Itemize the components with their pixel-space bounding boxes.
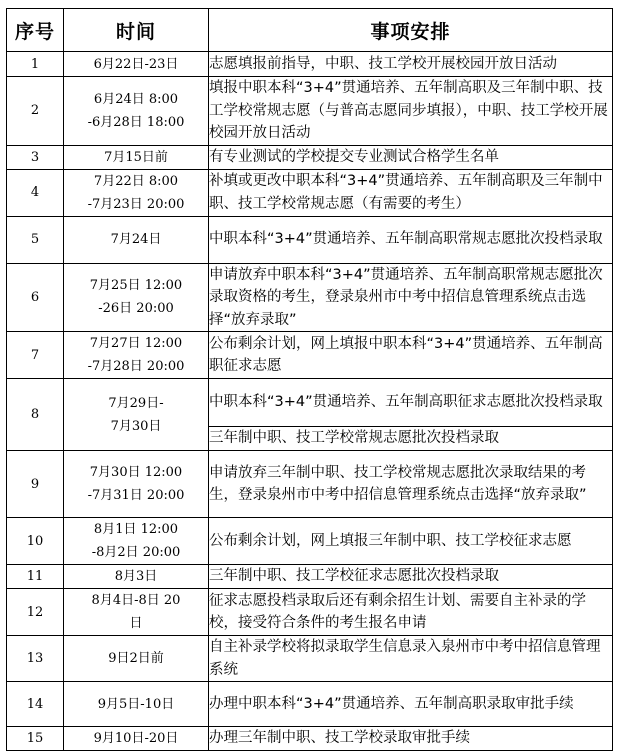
row-number: 6 [7, 263, 64, 332]
time-line: -26日 20:00 [98, 301, 174, 317]
time-line: 7月24日 [110, 232, 162, 247]
row-task: 三年制中职、技工学校常规志愿批次投档录取 [209, 427, 613, 451]
admission-schedule-table [6, 8, 613, 751]
row-time [64, 518, 209, 565]
row-time [64, 379, 209, 451]
header-no: 序号 [7, 9, 64, 52]
table-row [7, 379, 613, 427]
time-line: 6月24日 8:00 [93, 91, 179, 107]
table-row [7, 518, 613, 565]
row-time [64, 589, 209, 636]
row-task: 申请放弃三年制中职、技工学校常规志愿批次录取结果的考生，登录泉州市中考中招信息管理系统点击选择“放弃录取” [209, 451, 613, 518]
table-header-row [7, 9, 613, 52]
row-task: 中职本科“3+4”贯通培养、五年制高职征求志愿批次投档录取 [209, 379, 613, 427]
table-row [7, 565, 613, 589]
row-number: 11 [7, 565, 64, 589]
time-line: -7月28日 20:00 [87, 359, 185, 374]
time-line: -8月2日 20:00 [91, 545, 181, 560]
row-task: 办理三年制中职、技工学校录取审批手续 [209, 727, 613, 751]
row-time [64, 145, 209, 169]
table-row [7, 169, 613, 216]
time-line: 7月30日 12:00 [89, 465, 183, 480]
row-number: 2 [7, 77, 64, 146]
row-task: 公布剩余计划，网上填报三年制中职、技工学校征求志愿 [209, 518, 613, 565]
row-time [64, 727, 209, 751]
header-task: 事项安排 [209, 9, 613, 52]
row-time [64, 451, 209, 518]
table-row [7, 52, 613, 77]
row-task: 公布剩余计划，网上填报中职本科“3+4”贯通培养、五年制高职征求志愿 [209, 332, 613, 379]
time-line: 9月10日-20日 [93, 731, 179, 746]
row-task: 填报中职本科“3+4”贯通培养、五年制高职及三年制中职、技工学校常规志愿（与普高志愿同步填报），中职、技工学校开展校园开放日活动 [209, 77, 613, 146]
row-task: 三年制中职、技工学校征求志愿批次投档录取 [209, 565, 613, 589]
row-time [64, 263, 209, 332]
time-line: 9月5日-10日 [97, 696, 175, 712]
row-number: 1 [7, 52, 64, 77]
time-line: -7月23日 20:00 [87, 196, 185, 212]
row-number: 8 [7, 379, 64, 451]
row-number: 9 [7, 451, 64, 518]
time-line: -7月31日 20:00 [87, 488, 185, 503]
table-row [7, 216, 613, 263]
row-number: 5 [7, 216, 64, 263]
table-row [7, 727, 613, 751]
row-time [64, 565, 209, 589]
row-number: 15 [7, 727, 64, 751]
row-task: 志愿填报前指导，中职、技工学校开展校园开放日活动 [209, 52, 613, 77]
row-task: 征求志愿投档录取后还有剩余招生计划、需要自主补录的学校，接受符合条件的考生报名申请 [209, 589, 613, 636]
row-task: 有专业测试的学校提交专业测试合格学生名单 [209, 145, 613, 169]
time-line: -6月28日 18:00 [87, 114, 185, 130]
header-time: 时间 [64, 9, 209, 52]
row-time [64, 682, 209, 727]
table-row [7, 636, 613, 682]
row-number: 10 [7, 518, 64, 565]
row-number: 13 [7, 636, 64, 682]
row-number: 14 [7, 682, 64, 727]
table-row [7, 682, 613, 727]
row-time [64, 169, 209, 216]
row-task: 申请放弃中职本科“3+4”贯通培养、五年制高职常规志愿批次录取资格的考生，登录泉州市中考中招信息管理系统点击选择“放弃录取” [209, 263, 613, 332]
table-row [7, 145, 613, 169]
time-line: 8月3日 [114, 569, 158, 584]
row-time [64, 216, 209, 263]
row-number: 4 [7, 169, 64, 216]
row-task: 补填或更改中职本科“3+4”贯通培养、五年制高职及三年制中职、技工学校常规志愿（有需要的考生） [209, 169, 613, 216]
time-line: 6月22日-23日 [93, 56, 179, 72]
time-line: 7月29日- [108, 395, 164, 411]
row-number: 12 [7, 589, 64, 636]
row-task: 办理中职本科“3+4”贯通培养、五年制高职录取审批手续 [209, 682, 613, 727]
row-task: 中职本科“3+4”贯通培养、五年制高职常规志愿批次投档录取 [209, 216, 613, 263]
table-row [7, 332, 613, 379]
time-line: 日 [129, 616, 143, 631]
time-line: 8月4日-8日 20 [91, 593, 181, 608]
table-row [7, 77, 613, 146]
row-time [64, 52, 209, 77]
row-time [64, 636, 209, 682]
table-row [7, 451, 613, 518]
row-time [64, 332, 209, 379]
time-line: 7月30日 [110, 418, 162, 434]
table-row [7, 589, 613, 636]
row-task: 自主补录学校将拟录取学生信息录入泉州市中考中招信息管理系统 [209, 636, 613, 682]
time-line: 7月25日 12:00 [89, 278, 183, 294]
time-line: 7月27日 12:00 [89, 336, 183, 351]
row-number: 3 [7, 145, 64, 169]
table-row [7, 263, 613, 332]
row-time [64, 77, 209, 146]
time-line: 7月15日前 [104, 149, 168, 165]
row-number: 7 [7, 332, 64, 379]
time-line: 8月1日 12:00 [93, 522, 179, 537]
time-line: 7月22日 8:00 [93, 173, 179, 189]
time-line: 9日2日前 [108, 651, 164, 666]
